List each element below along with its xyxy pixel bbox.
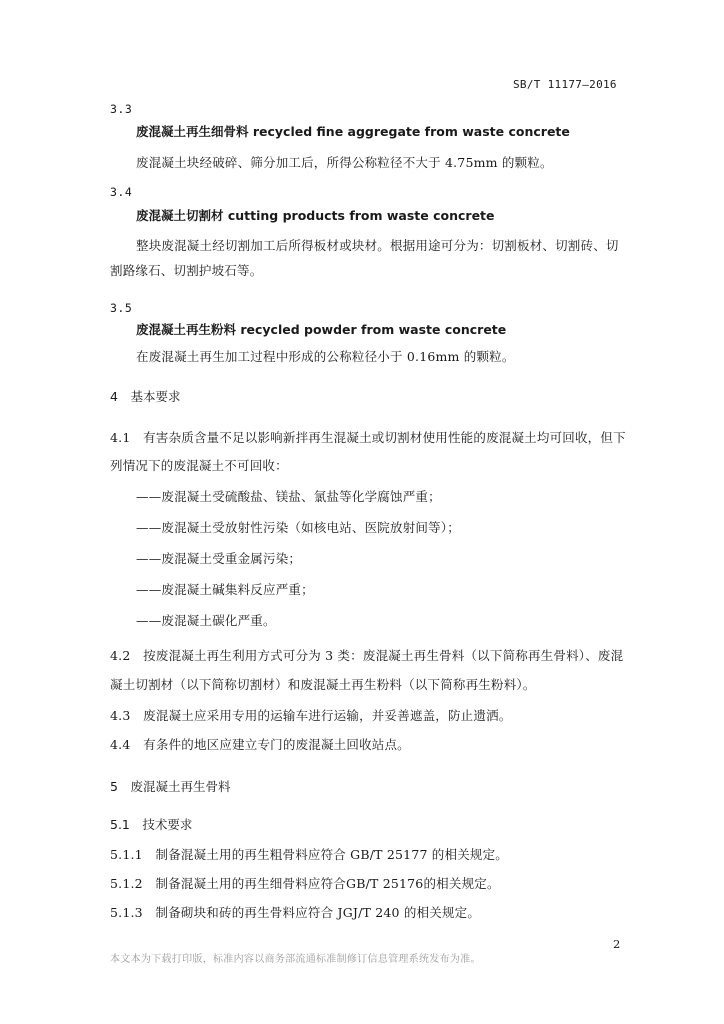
clause-5-1-2: 5.1.2 制备混凝土用的再生细骨料应符合GB/T 25176的相关规定。 xyxy=(110,876,500,891)
clause-4-2-line2: 凝土切割材（以下简称切割材）和废混凝土再生粉料（以下简称再生粉料）。 xyxy=(110,677,536,692)
clause-4-1-line2: 列情况下的废混凝土不可回收： xyxy=(110,458,288,473)
definition-3-4-line2: 割路缘石、切割护坡石等。 xyxy=(110,263,263,278)
clause-5-1-3: 5.1.3 制备砌块和砖的再生骨料应符合 JGJ/T 240 的相关规定。 xyxy=(110,905,481,920)
list-item: ——废混凝土碱集料反应严重； xyxy=(136,582,314,597)
clause-5-1: 5.1 技术要求 xyxy=(110,817,193,832)
definition-3-4-line1: 整块废混凝土经切割加工后所得板材或块材。根据用途可分为：切割板材、切割砖、切 xyxy=(136,238,619,253)
clause-5-1-1: 5.1.1 制备混凝土用的再生粗骨料应符合 GB/T 25177 的相关规定。 xyxy=(110,847,509,862)
term-3-4: 废混凝土切割材 cutting products from waste concrete xyxy=(136,208,495,223)
clause-number-3-4: 3.4 xyxy=(110,185,133,199)
clause-4-4: 4.4 有条件的地区应建立专门的废混凝土回收站点。 xyxy=(110,737,410,752)
clause-number-3-5: 3.5 xyxy=(110,301,133,315)
page-number: 2 xyxy=(613,937,621,951)
footer-notice: 本文本为下载打印版，标准内容以商务部流通标准制修订信息管理系统发布为准。 xyxy=(110,954,481,965)
term-3-5: 废混凝土再生粉料 recycled powder from waste concrete xyxy=(136,322,507,337)
clause-4-2-line1: 4.2 按废混凝土再生利用方式可分为 3 类：废混凝土再生骨料（以下简称再生骨料）、废混 xyxy=(110,648,624,663)
definition-3-3: 废混凝土块经破碎、筛分加工后，所得公称粒径不大于 4.75mm 的颗粒。 xyxy=(136,155,553,170)
clause-4-3: 4.3 废混凝土应采用专用的运输车进行运输，并妥善遮盖，防止遗洒。 xyxy=(110,708,512,723)
section-heading-5: 5 废混凝土再生骨料 xyxy=(110,779,231,794)
clause-4-1-line1: 4.1 有害杂质含量不足以影响新拌再生混凝土或切割材使用性能的废混凝土均可回收，但下 xyxy=(110,430,626,445)
list-item: ——废混凝土受重金属污染； xyxy=(136,551,302,566)
definition-3-5: 在废混凝土再生加工过程中形成的公称粒径小于 0.16mm 的颗粒。 xyxy=(136,349,515,364)
list-item: ——废混凝土受放射性污染（如核电站、医院放射间等）； xyxy=(136,520,460,535)
list-item: ——废混凝土碳化严重。 xyxy=(136,613,276,628)
section-heading-4: 4 基本要求 xyxy=(110,389,181,404)
term-3-3: 废混凝土再生细骨料 recycled fine aggregate from waste concrete xyxy=(136,124,570,139)
list-item: ——废混凝土受硫酸盐、镁盐、氯盐等化学腐蚀严重； xyxy=(136,489,441,504)
standard-code: SB/T 11177—2016 xyxy=(513,78,617,91)
clause-number-3-3: 3.3 xyxy=(110,102,133,116)
